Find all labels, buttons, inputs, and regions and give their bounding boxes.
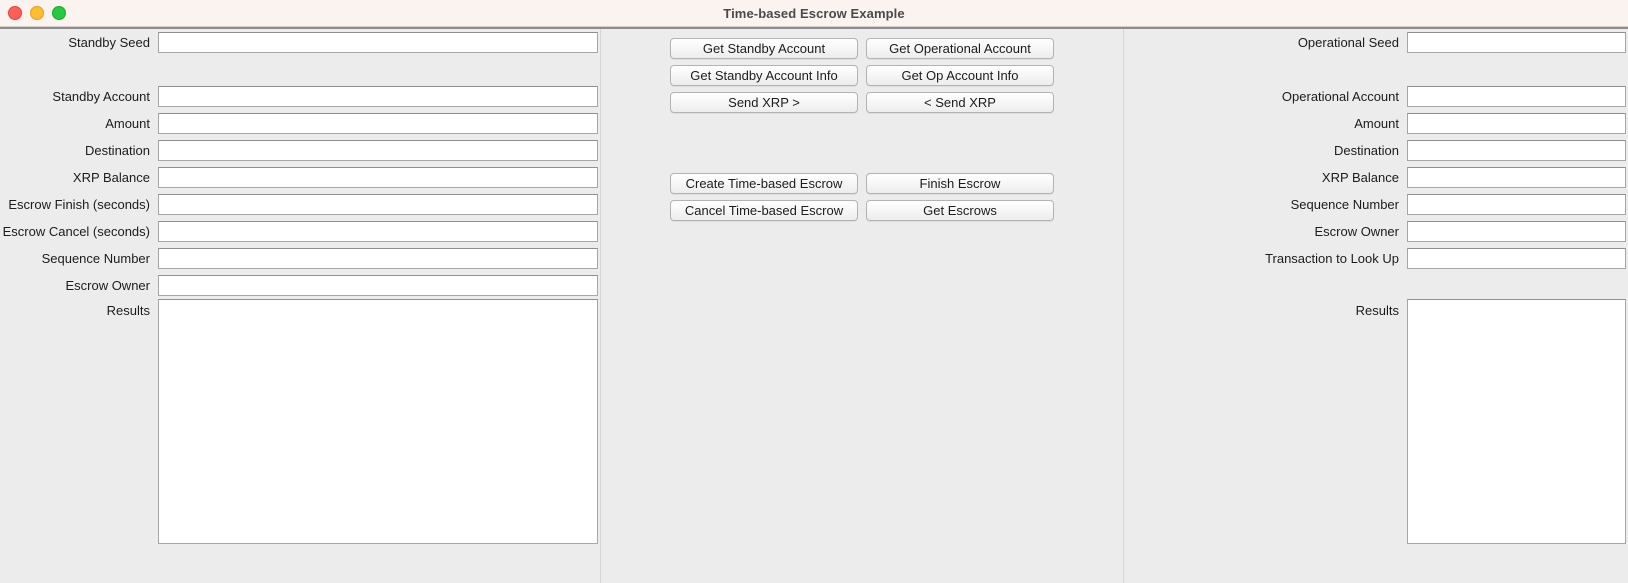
standby-amount-input[interactable]: [158, 113, 598, 134]
action-button-panel: [600, 29, 1124, 583]
label-operational-escrow-owner: Escrow Owner: [1314, 224, 1399, 239]
button-row-4: [601, 170, 1123, 197]
row-standby-escrow-owner: [0, 272, 600, 299]
row-escrow-finish-seconds: [0, 191, 600, 218]
label-standby-escrow-owner: Escrow Owner: [65, 278, 150, 293]
operational-panel: [1124, 29, 1628, 583]
row-operational-xrp-balance: [1124, 164, 1628, 191]
row-operational-escrow-owner: [1124, 218, 1628, 245]
button-row-1: [601, 35, 1123, 62]
label-standby-amount: Amount: [105, 116, 150, 131]
get-standby-account-info-button[interactable]: Get Standby Account Info: [670, 65, 858, 86]
button-row-gap-2: [601, 143, 1123, 170]
row-operational-amount: [1124, 110, 1628, 137]
standby-account-input[interactable]: [158, 86, 598, 107]
standby-destination-input[interactable]: [158, 140, 598, 161]
button-row-gap-1: [601, 116, 1123, 143]
standby-xrp-balance-input[interactable]: [158, 167, 598, 188]
window-body: [0, 27, 1628, 583]
row-standby-xrp-balance: [0, 164, 600, 191]
standby-panel: [0, 29, 600, 583]
maximize-window-button[interactable]: [52, 6, 66, 20]
get-op-account-info-button[interactable]: Get Op Account Info: [866, 65, 1054, 86]
escrow-cancel-seconds-input[interactable]: [158, 221, 598, 242]
operational-escrow-owner-input[interactable]: [1407, 221, 1626, 242]
standby-escrow-owner-input[interactable]: [158, 275, 598, 296]
close-window-button[interactable]: [8, 6, 22, 20]
row-operational-account: [1124, 83, 1628, 110]
label-operational-account: Operational Account: [1281, 89, 1399, 104]
row-escrow-cancel-seconds: [0, 218, 600, 245]
button-row-3: [601, 89, 1123, 116]
label-operational-sequence-number: Sequence Number: [1290, 197, 1399, 212]
row-standby-destination: [0, 137, 600, 164]
operational-sequence-number-input[interactable]: [1407, 194, 1626, 215]
label-escrow-cancel-seconds: Escrow Cancel (seconds): [2, 224, 150, 239]
get-escrows-button[interactable]: Get Escrows: [866, 200, 1054, 221]
send-xrp-left-button[interactable]: < Send XRP: [866, 92, 1054, 113]
row-operational-seed: [1124, 29, 1628, 56]
button-row-5: [601, 197, 1123, 224]
finish-escrow-button[interactable]: Finish Escrow: [866, 173, 1054, 194]
row-operational-results: [1124, 299, 1628, 544]
button-row-2: [601, 62, 1123, 89]
operational-amount-input[interactable]: [1407, 113, 1626, 134]
row-operational-spacer-2: [1124, 272, 1628, 299]
row-operational-destination: [1124, 137, 1628, 164]
operational-results-textarea[interactable]: [1407, 299, 1626, 544]
send-xrp-right-button[interactable]: Send XRP >: [670, 92, 858, 113]
escrow-finish-seconds-input[interactable]: [158, 194, 598, 215]
operational-seed-input[interactable]: [1407, 32, 1626, 53]
row-operational-spacer: [1124, 56, 1628, 83]
label-standby-results: Results: [106, 303, 150, 318]
label-standby-account: Standby Account: [52, 89, 150, 104]
row-standby-spacer: [0, 56, 600, 83]
row-standby-account: [0, 83, 600, 110]
row-operational-sequence-number: [1124, 191, 1628, 218]
button-grid: [601, 29, 1123, 224]
standby-sequence-number-input[interactable]: [158, 248, 598, 269]
operational-account-input[interactable]: [1407, 86, 1626, 107]
main-content: [0, 29, 1628, 583]
label-transaction-to-look-up: Transaction to Look Up: [1265, 251, 1399, 266]
row-standby-amount: [0, 110, 600, 137]
get-standby-account-button[interactable]: Get Standby Account: [670, 38, 858, 59]
row-standby-results: [0, 299, 600, 544]
row-standby-sequence-number: [0, 245, 600, 272]
label-operational-results: Results: [1355, 303, 1399, 318]
minimize-window-button[interactable]: [30, 6, 44, 20]
standby-seed-input[interactable]: [158, 32, 598, 53]
cancel-time-based-escrow-button[interactable]: Cancel Time-based Escrow: [670, 200, 858, 221]
window-title: Time-based Escrow Example: [723, 5, 905, 21]
label-standby-seed: Standby Seed: [68, 35, 150, 50]
transaction-to-look-up-input[interactable]: [1407, 248, 1626, 269]
label-operational-seed: Operational Seed: [1297, 35, 1399, 50]
label-standby-sequence-number: Sequence Number: [41, 251, 150, 266]
get-operational-account-button[interactable]: Get Operational Account: [866, 38, 1054, 59]
label-standby-xrp-balance: XRP Balance: [72, 170, 150, 185]
create-time-based-escrow-button[interactable]: Create Time-based Escrow: [670, 173, 858, 194]
row-transaction-to-look-up: [1124, 245, 1628, 272]
operational-destination-input[interactable]: [1407, 140, 1626, 161]
standby-results-textarea[interactable]: [158, 299, 598, 544]
label-operational-amount: Amount: [1354, 116, 1399, 131]
title-bar: [0, 0, 1628, 27]
label-operational-destination: Destination: [1333, 143, 1399, 158]
window-controls: [8, 0, 66, 26]
label-standby-destination: Destination: [84, 143, 150, 158]
label-operational-xrp-balance: XRP Balance: [1321, 170, 1399, 185]
row-standby-seed: [0, 29, 600, 56]
operational-xrp-balance-input[interactable]: [1407, 167, 1626, 188]
label-escrow-finish-seconds: Escrow Finish (seconds): [8, 197, 150, 212]
